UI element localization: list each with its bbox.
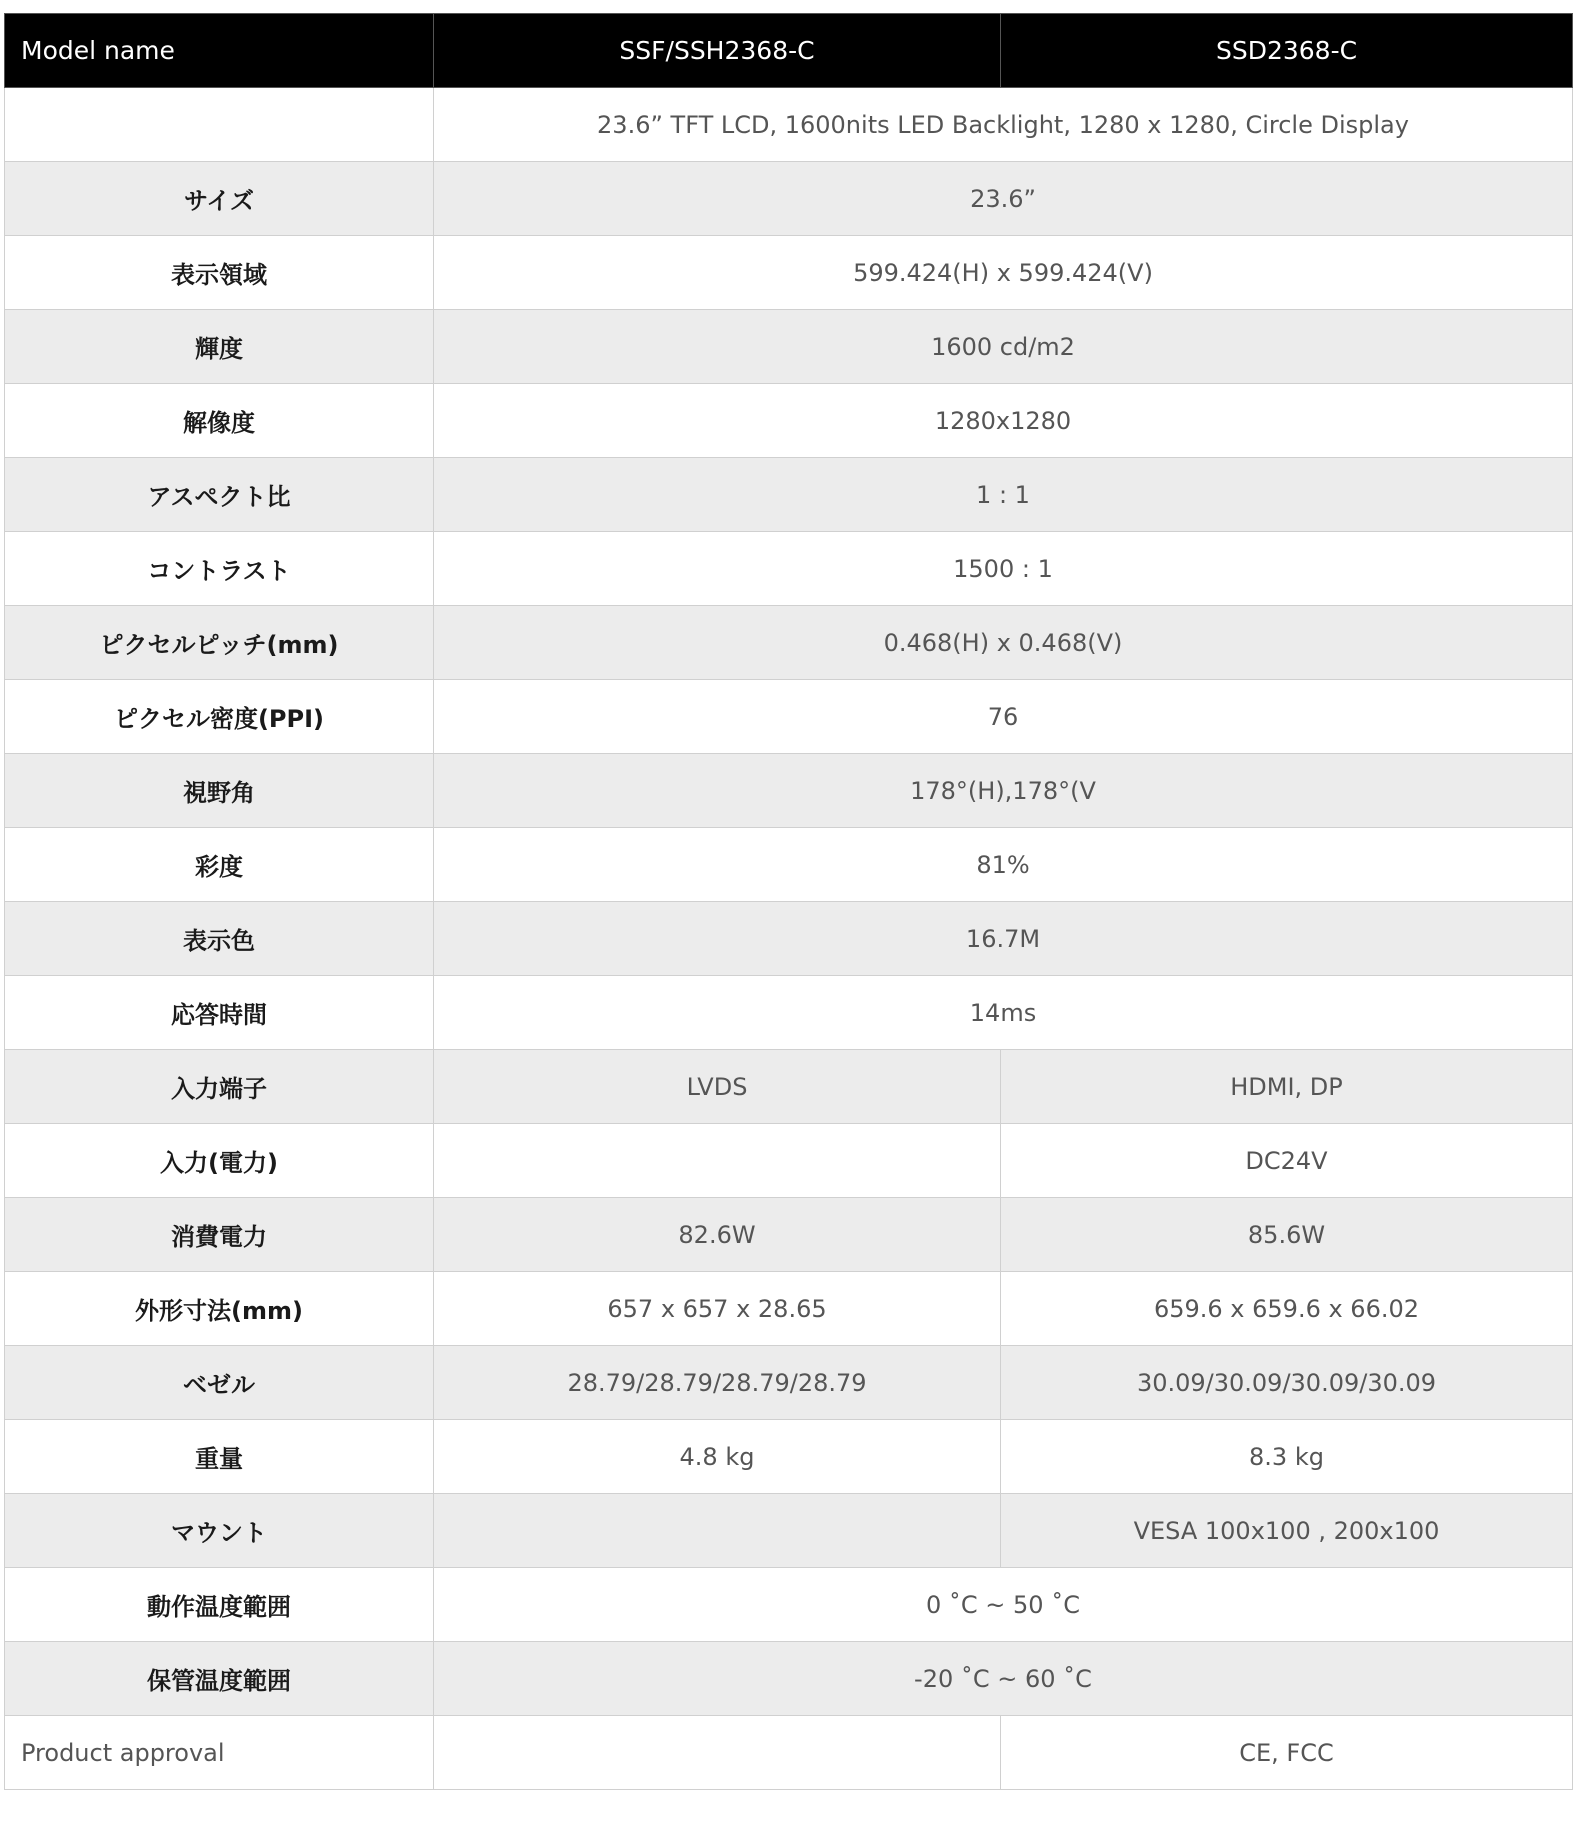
spec-value: 1500 : 1 [434, 532, 1573, 606]
spec-label: ピクセル密度(PPI) [5, 680, 434, 754]
spec-value: 23.6” [434, 162, 1573, 236]
spec-row-display-area [5, 236, 1573, 310]
spec-value: 1280x1280 [434, 384, 1573, 458]
spec-label: 入力(電力) [5, 1124, 434, 1198]
spec-value-model-b: HDMI, DP [1001, 1050, 1573, 1124]
spec-value-model-a [434, 1124, 1001, 1198]
spec-value-model-a [434, 1494, 1001, 1568]
spec-value-model-b: 659.6 x 659.6 x 66.02 [1001, 1272, 1573, 1346]
spec-value: 599.424(H) x 599.424(V) [434, 236, 1573, 310]
spec-label: 表示領域 [5, 236, 434, 310]
spec-row-pixel-pitch [5, 606, 1573, 680]
spec-label: 動作温度範囲 [5, 1568, 434, 1642]
spec-row-power-consumption [5, 1198, 1573, 1272]
spec-value: 0 ˚C ~ 50 ˚C [434, 1568, 1573, 1642]
spec-label: 解像度 [5, 384, 434, 458]
spec-row-summary [5, 88, 1573, 162]
spec-value-model-a: 82.6W [434, 1198, 1001, 1272]
header-label: Model name [5, 14, 434, 88]
spec-row-viewing-angle [5, 754, 1573, 828]
header-model-a: SSF/SSH2368-C [434, 14, 1001, 88]
spec-label: 視野角 [5, 754, 434, 828]
spec-value: -20 ˚C ~ 60 ˚C [434, 1642, 1573, 1716]
spec-row-response-time [5, 976, 1573, 1050]
spec-value: 178°(H),178°(V [434, 754, 1573, 828]
spec-value: 1 : 1 [434, 458, 1573, 532]
spec-label: コントラスト [5, 532, 434, 606]
spec-label: 応答時間 [5, 976, 434, 1050]
spec-row-mount [5, 1494, 1573, 1568]
spec-row-operating-temp [5, 1568, 1573, 1642]
spec-value: 76 [434, 680, 1573, 754]
spec-row-contrast [5, 532, 1573, 606]
header-row [5, 14, 1573, 88]
spec-label: 輝度 [5, 310, 434, 384]
spec-row-product-approval [5, 1716, 1573, 1790]
header-model-b: SSD2368-C [1001, 14, 1573, 88]
spec-row-storage-temp [5, 1642, 1573, 1716]
spec-value: 14ms [434, 976, 1573, 1050]
spec-value-model-b: 8.3 kg [1001, 1420, 1573, 1494]
spec-value-model-a: 28.79/28.79/28.79/28.79 [434, 1346, 1001, 1420]
spec-row-aspect-ratio [5, 458, 1573, 532]
spec-row-display-colors [5, 902, 1573, 976]
spec-label: ピクセルピッチ(mm) [5, 606, 434, 680]
spec-table-header [5, 14, 1573, 88]
spec-value-model-b: DC24V [1001, 1124, 1573, 1198]
spec-value-model-a [434, 1716, 1001, 1790]
spec-label: Product approval [5, 1716, 434, 1790]
spec-row-power-input [5, 1124, 1573, 1198]
spec-value-model-b: 30.09/30.09/30.09/30.09 [1001, 1346, 1573, 1420]
spec-value-model-a: LVDS [434, 1050, 1001, 1124]
spec-label: 表示色 [5, 902, 434, 976]
spec-value: 81% [434, 828, 1573, 902]
spec-label: 消費電力 [5, 1198, 434, 1272]
spec-label [5, 88, 434, 162]
spec-label: 重量 [5, 1420, 434, 1494]
spec-label: マウント [5, 1494, 434, 1568]
spec-value: 23.6” TFT LCD, 1600nits LED Backlight, 1280 x 1280, Circle Display [434, 88, 1573, 162]
spec-label: 入力端子 [5, 1050, 434, 1124]
spec-row-input-terminals [5, 1050, 1573, 1124]
spec-value-model-b: CE, FCC [1001, 1716, 1573, 1790]
spec-value: 0.468(H) x 0.468(V) [434, 606, 1573, 680]
spec-value-model-a: 4.8 kg [434, 1420, 1001, 1494]
spec-label: 保管温度範囲 [5, 1642, 434, 1716]
spec-row-saturation [5, 828, 1573, 902]
spec-value-model-b: VESA 100x100 , 200x100 [1001, 1494, 1573, 1568]
spec-label: サイズ [5, 162, 434, 236]
spec-row-bezel [5, 1346, 1573, 1420]
spec-value: 16.7M [434, 902, 1573, 976]
spec-value-model-a: 657 x 657 x 28.65 [434, 1272, 1001, 1346]
spec-row-dimensions [5, 1272, 1573, 1346]
spec-table [4, 13, 1573, 1790]
spec-label: 彩度 [5, 828, 434, 902]
spec-value-model-b: 85.6W [1001, 1198, 1573, 1272]
spec-label: 外形寸法(mm) [5, 1272, 434, 1346]
spec-row-brightness [5, 310, 1573, 384]
spec-row-weight [5, 1420, 1573, 1494]
spec-row-size [5, 162, 1573, 236]
spec-row-resolution [5, 384, 1573, 458]
spec-label: ベゼル [5, 1346, 434, 1420]
spec-row-pixel-density [5, 680, 1573, 754]
spec-value: 1600 cd/m2 [434, 310, 1573, 384]
spec-label: アスペクト比 [5, 458, 434, 532]
